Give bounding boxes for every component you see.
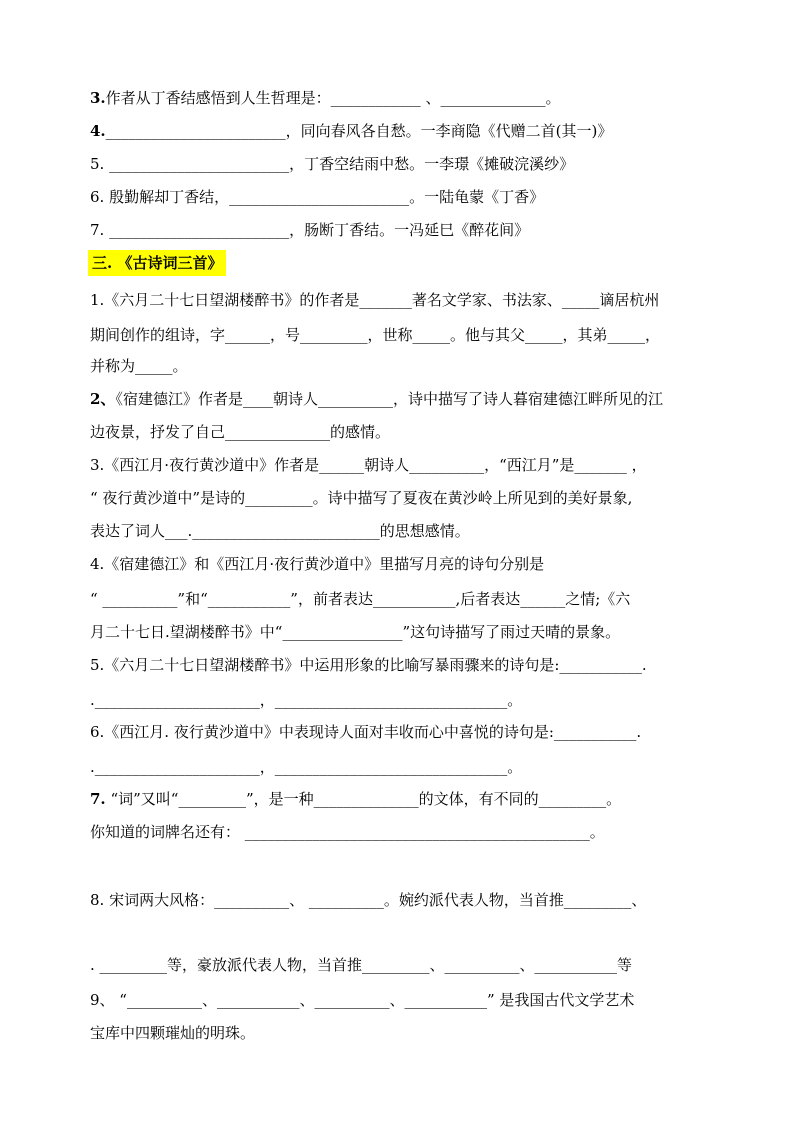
poem-q5-line-2: .______________________，_______________________________。 — [90, 691, 523, 709]
question-5-line: 5. ________________________，丁香空结雨中愁。一李璟《摊破浣溪纱》 — [90, 155, 575, 173]
poem-q3-line-3: 表达了词人___._________________________的思想感情。 — [90, 522, 470, 540]
section-heading: 三. 《古诗词三首》 — [88, 250, 226, 276]
poem-q3-line-2: “ 夜行黄沙道中”是诗的_________。诗中描写了夏夜在黄沙岭上所见到的美好景象, — [90, 489, 633, 507]
poem-q4-line-2: “ __________”和“___________”，前者表达___________,后者表达______之情;《六 — [90, 590, 631, 608]
poem-q1-line-1: 1.《六月二十七日望湖楼醉书》的作者是_______著名文学家、书法家、_____谪居杭州 — [90, 291, 660, 309]
question-4-line: 4.________________________，同向春风各自愁。一李商隐《代赠二首(其一)》 — [90, 122, 613, 140]
poem-q6-line-2: .______________________，_______________________________。 — [90, 758, 523, 776]
poem-q3-line-1: 3.《西江月·夜行黄沙道中》作者是______朝诗人__________，“西江月”是_______ ， — [90, 456, 647, 474]
poem-q1-line-3: 并称为_____。 — [90, 357, 188, 375]
poem-q2-line-1: 2、《宿建德江》作者是____朝诗人__________，诗中描写了诗人暮宿建德江畔所见的江 — [90, 390, 663, 408]
poem-q8-line-2: . _________等，豪放派代表人物，当首推_________、__________、___________等 — [90, 956, 633, 974]
poem-q4-line-3: 月二十七日.望湖楼醉书》中“________________”这句诗描写了雨过天晴的景象。 — [90, 623, 621, 641]
poem-q5-line-1: 5.《六月二十七日望湖楼醉书》中运用形象的比喻写暴雨骤来的诗句是:___________. — [90, 656, 647, 674]
poem-q6-line-1: 6.《西江月. 夜行黄沙道中》中表现诗人面对丰收而心中喜悦的诗句是:___________. — [90, 723, 642, 741]
question-7-line: 7. ________________________，肠断丁香结。一冯延巳《醉花间》 — [90, 221, 530, 239]
poem-q9-line-2: 宝库中四颗璀灿的明珠。 — [90, 1024, 256, 1042]
poem-q7-line-2: 你知道的词牌名还有： ______________________________________________。 — [90, 823, 605, 841]
question-3-line: 3.作者从丁香结感悟到人生哲理是：____________ 、______________。 — [90, 89, 561, 107]
poem-q2-line-2: 边夜景，抒发了自己______________的感情。 — [90, 423, 391, 441]
poem-q8-line-1: 8. 宋词两大风格：__________、 __________。婉约派代表人物，当首推_________、 — [90, 891, 647, 909]
poem-q7-line-1: 7. “词”又叫“_________”，是一种______________的文体，有不同的_________。 — [90, 790, 622, 808]
poem-q9-line-1: 9、 “__________、___________、__________、___________” 是我国古代文学艺术 — [90, 991, 635, 1009]
poem-q4-line-1: 4.《宿建德江》和《西江月·夜行黄沙道中》里描写月亮的诗句分别是 — [90, 555, 545, 573]
question-6-line: 6. 殷勤解却丁香结，________________________。一陆龟蒙《丁香》 — [90, 188, 545, 206]
poem-q1-line-2: 期间创作的组诗，字______，号_________，世称_____。他与其父_____，其弟_____， — [90, 326, 661, 344]
